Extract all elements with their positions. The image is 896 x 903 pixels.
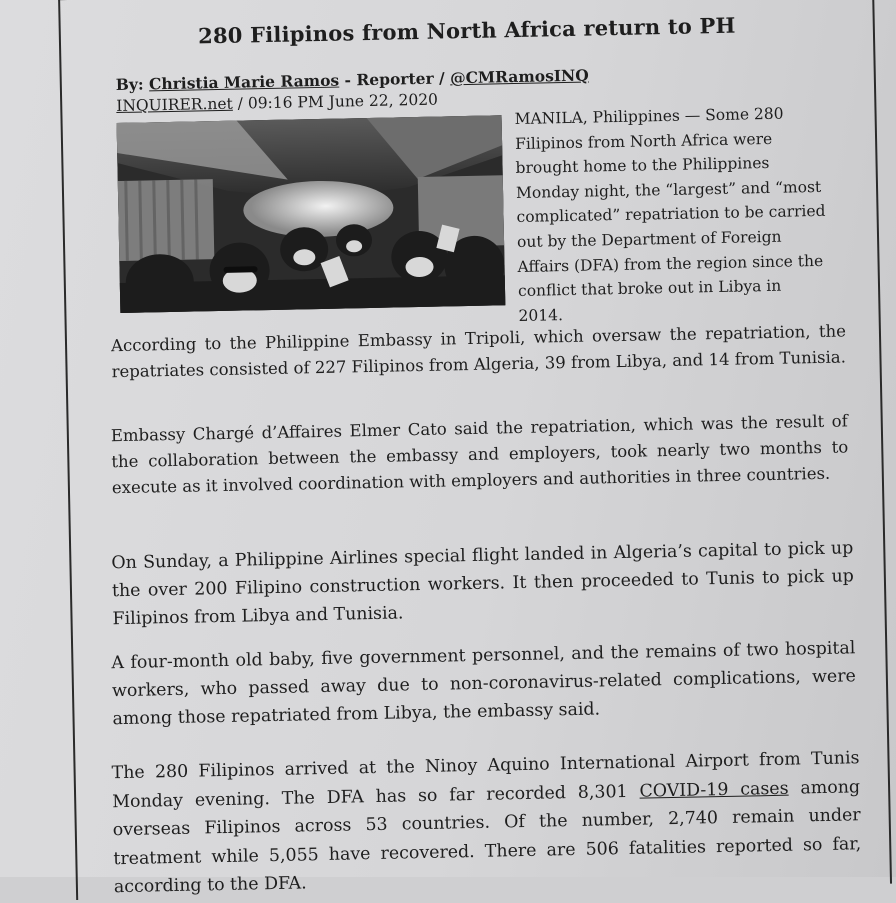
paragraph-embassy: According to the Philippine Embassy in Tripoli, which oversaw the repatriation, the repatriates consisted of 227 Filipinos from Algeria, 39 from Libya, and 14 from Tunisia. [110,321,847,382]
bus-interior-image [117,115,506,313]
arrival-text-a: The 280 Filipinos arrived at the Ninoy Aquino International Airport from Tunis Monday evening. The DFA has so far recorded 8,301 [111,748,860,812]
paragraph-flight: On Sunday, a Philippine Airlines special flight landed in Algeria’s capital to pick up the over 200 Filipino construction workers. It then proceeded to Tunis to pick up Filipinos from Libya and Tunisia. [111,538,855,630]
paragraph-repatriated-libya: A four-month old baby, five government personnel, and the remains of two hospital workers, who passed away due to non-coronavirus-related complications, were among those repatriated from Libya, the embassy said. [111,638,857,730]
byline-prefix: By: [115,74,150,95]
publish-datetime: / 09:16 PM June 22, 2020 [232,90,439,113]
author-name: Christia Marie Ramos [148,70,340,94]
arrival-text-b: among overseas Filipinos across 53 countries. Of the number, 2,740 remain under treatment while 5,055 have recovered. There are 506 fatalities reported so far, according to the DFA. [112,776,862,898]
article-photo [117,115,506,313]
paragraph-charge-daffaires: Embassy Chargé d’Affaires Elmer Cato said the repatriation, which was the result of the collaboration between the embassy and employers, took nearly two months to execute as it involved coordination with employers and authorities in three countries. [110,411,849,498]
article-frame [58,0,892,900]
dateline [116,91,438,115]
byline [116,66,589,94]
paragraph-arrival [111,744,862,902]
author-handle: @CMRamosINQ [449,65,589,88]
source-name: INQUIRER.net [116,94,233,116]
byline-separator: - Reporter / [338,68,451,90]
lead-paragraph: MANILA, Philippines — Some 280 Filipinos from North Africa were brought home to the Philippines Monday night, the “largest” and “most complicated” repatriation to be carried out by the Department of Foreign Affairs (DFA) from the region since the conflict that broke out in Libya in 2014. [514,104,826,325]
covid-cases-link[interactable]: COVID-19 cases [639,778,789,802]
article-title: 280 Filipinos from North Africa return to PH [197,12,736,49]
